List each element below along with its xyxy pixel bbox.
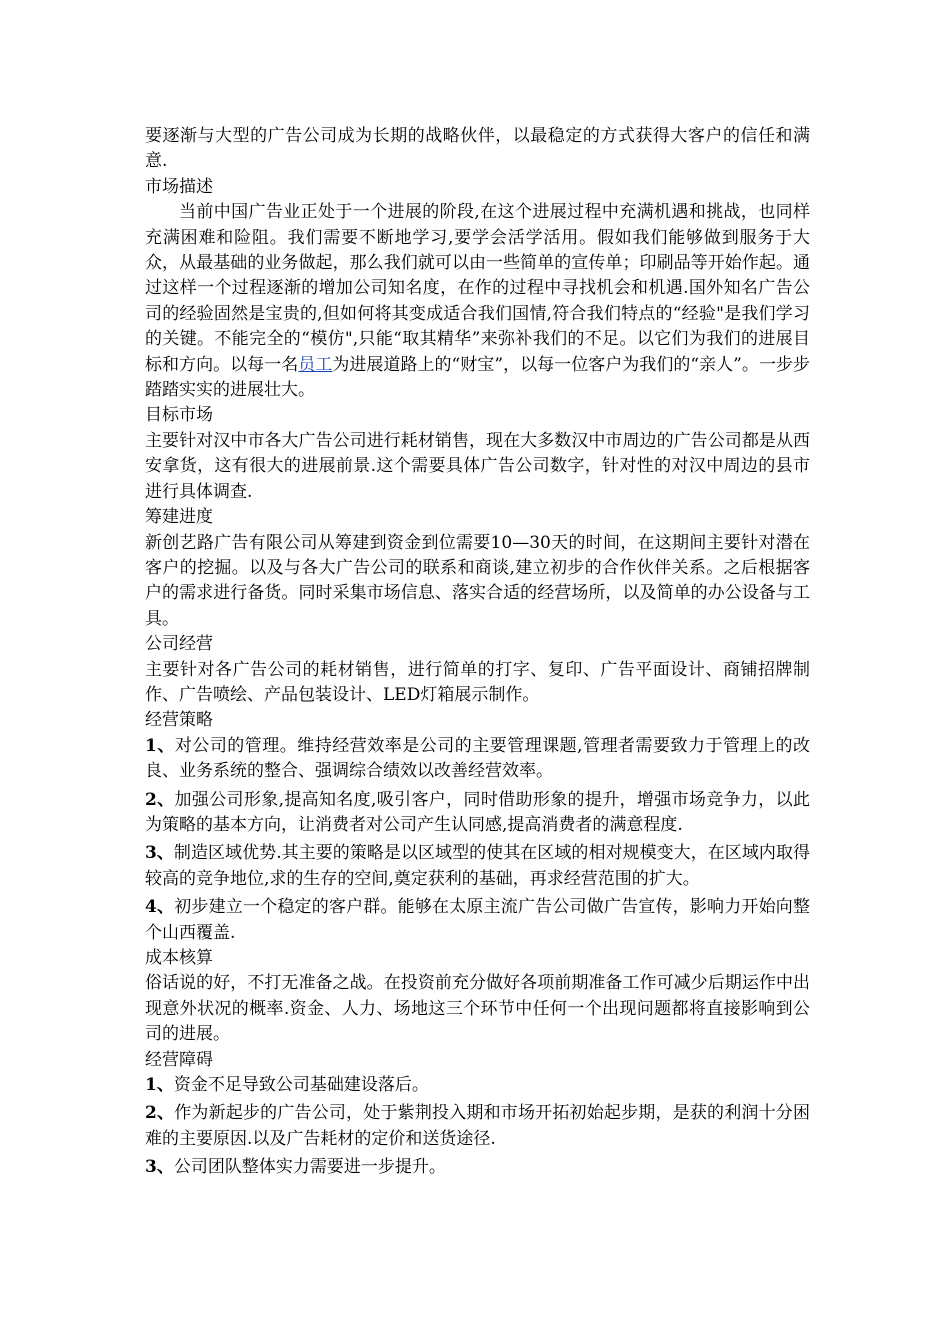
obstacle-item [145, 1155, 810, 1180]
cost-accounting-paragraph: 俗话说的好，不打无准备之战。在投资前充分做好各项前期准备工作可减少后期运作中出现意外状况的概率.资金、人力、场地这三个环节中任何一个出现问题都将直接影响到公司的进展。 [145, 973, 810, 1045]
obstacle-item-number: 1、 [145, 1075, 174, 1096]
heading-preparation-progress: 筹建进度 [145, 507, 213, 528]
heading-market-description: 市场描述 [145, 176, 213, 197]
obstacle-item-text: 资金不足导致公司基础建设落后。 [173, 1075, 429, 1096]
strategy-item-number: 2、 [145, 789, 175, 810]
intro-paragraph: 要逐渐与大型的广告公司成为长期的战略伙伴，以最稳定的方式获得大客户的信任和满意. [145, 126, 810, 172]
strategy-item-text: 对公司的管理。维持经营效率是公司的主要管理课题,管理者需要致力于管理上的改良、业务系统的整合、强调综合绩效以改善经营效率。 [145, 735, 810, 782]
heading-target-market: 目标市场 [145, 405, 213, 426]
company-operation-paragraph: 主要针对各广告公司的耗材销售，进行简单的打字、复印、广告平面设计、商铺招牌制作、广告喷绘、产品包装设计、LED灯箱展示制作。 [145, 659, 810, 705]
heading-cost-accounting: 成本核算 [145, 948, 213, 968]
document-page [145, 124, 810, 1181]
strategy-item-number: 4、 [145, 897, 175, 918]
strategy-item-text: 初步建立一个稳定的客户群。能够在太原主流广告公司做广告宣传，影响力开始向整个山西覆盖. [145, 897, 810, 943]
preparation-progress-paragraph: 新创艺路广告有限公司从筹建到资金到位需要10—30天的时间，在这期间主要针对潜在客户的挖掘。以及与各大广告公司的联系和商谈,建立初步的合作伙伴关系。之后根据客户的需求进行备货。同时采集市场信息、落实合适的经营场所，以及简单的办公设备与工具。 [145, 532, 810, 629]
employee-link[interactable]: 员工 [298, 354, 333, 375]
strategy-item [145, 895, 810, 946]
strategy-item-number: 3、 [145, 843, 174, 864]
strategy-item-text: 加强公司形象,提高知名度,吸引客户，同时借助形象的提升，增强市场竞争力，以此为策略的基本方向，让消费者对公司产生认同感,提高消费者的满意程度. [145, 789, 810, 835]
obstacle-item-number: 3、 [145, 1157, 174, 1178]
market-description-paragraph [145, 200, 810, 403]
obstacle-item-text: 作为新起步的广告公司，处于紫荆投入期和市场开拓初始起步期，是获的利润十分困难的主要原因.以及广告耗材的定价和送货途径. [145, 1103, 810, 1149]
heading-company-operation: 公司经营 [145, 634, 213, 655]
market-description-text-b: 为进展道路上的“财宝”，以每一位客户为我们的“亲人”。一步步踏踏实实的进展壮大。 [145, 354, 811, 401]
heading-business-strategy: 经营策略 [145, 710, 213, 731]
obstacle-item [145, 1101, 810, 1152]
obstacle-item-text: 公司团队整体实力需要进一步提升。 [173, 1157, 446, 1178]
strategy-item-text: 制造区域优势.其主要的策略是以区域型的使其在区域的相对规模变大，在区域内取得较高的竞争地位,求的生存的空间,奠定获利的基础，再求经营范围的扩大。 [145, 843, 810, 889]
strategy-item [145, 788, 810, 839]
market-description-text-a: 当前中国广告业正处于一个进展的阶段,在这个进展过程中充满机遇和挑战，也同样充满困难和险阻。我们需要不断地学习,要学会活学活用。假如我们能够做到服务于大众，从最基础的业务做起，那么我们就可以由一些简单的宣传单；印刷品等开始作起。通过这样一个过程逐渐的增加公司知名度，在作的过程中寻找机会和机遇.国外知名广告公司的经验固然是宝贵的,但如何将其变成适合我们国情,符合我们特点的“经验"是我们学习的关键。不能完全的“模仿",只能“取其精华”来弥补我们的不足。以它们为我们的进展目标和方向。以每一名 [145, 202, 810, 375]
strategy-item [145, 734, 810, 785]
strategy-item-number: 1、 [145, 735, 175, 756]
heading-business-obstacles: 经营障碍 [145, 1049, 213, 1070]
obstacle-item-number: 2、 [145, 1103, 175, 1124]
target-market-paragraph: 主要针对汉中市各大广告公司进行耗材销售，现在大多数汉中市周边的广告公司都是从西安拿货，这有很大的进展前景.这个需要具体广告公司数字，针对性的对汉中周边的县市进行具体调查. [145, 430, 810, 502]
strategy-item [145, 841, 810, 892]
obstacle-item [145, 1073, 810, 1098]
